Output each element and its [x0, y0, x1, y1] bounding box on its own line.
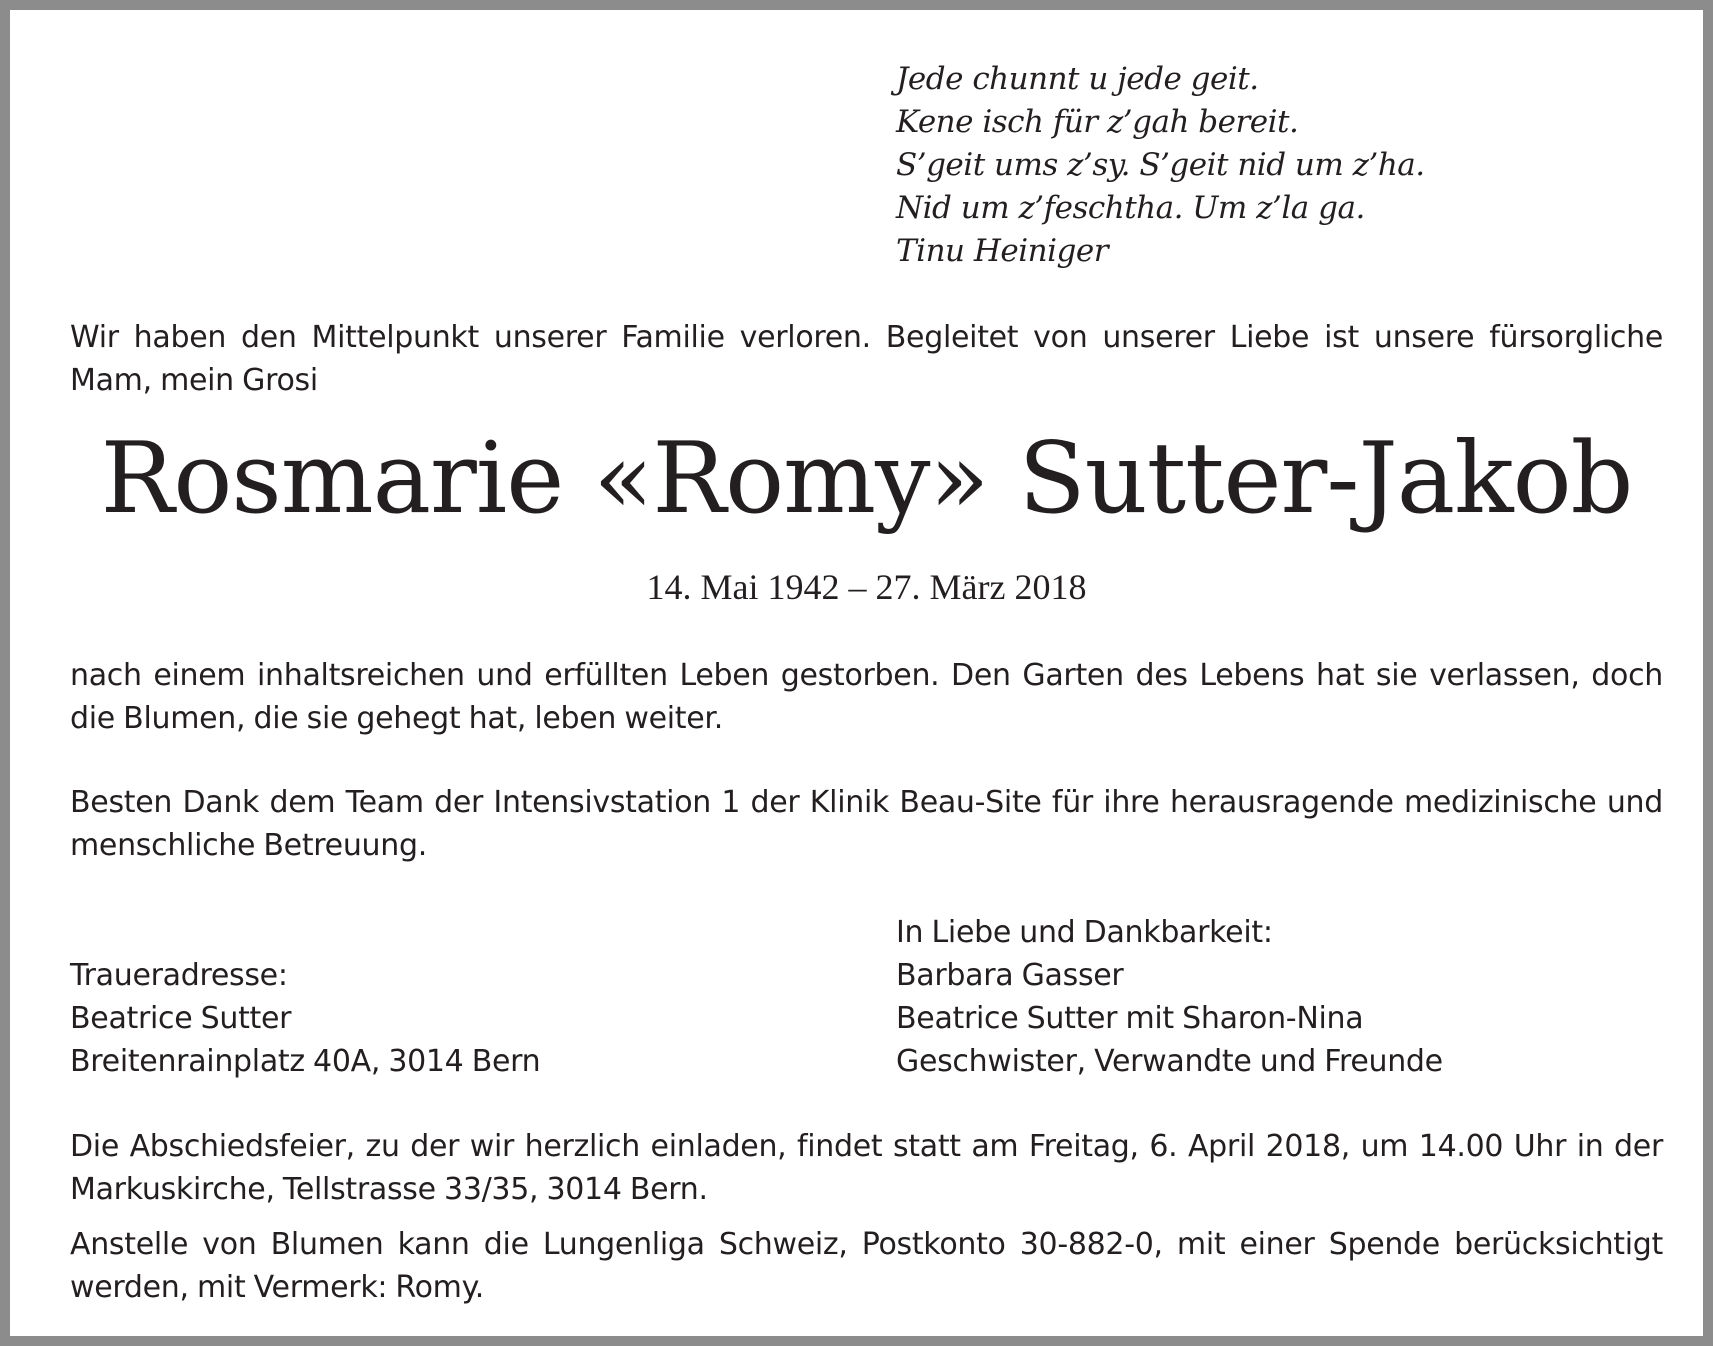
signatory-line: Barbara Gasser [896, 958, 1124, 993]
mourning-address-street: Breitenrainplatz 40A, 3014 Bern [70, 1044, 541, 1079]
poem [896, 58, 1425, 273]
poem-line: Jede chunnt u jede geit. [896, 61, 1259, 97]
poem-line: S’geit ums z’sy. S’geit nid um z’ha. [896, 147, 1425, 183]
poem-line: Kene isch für z’gah bereit. [896, 104, 1299, 140]
signatories-heading: In Liebe und Dankbarkeit: [896, 915, 1273, 950]
signatory-line: Beatrice Sutter mit Sharon-Nina [896, 1001, 1364, 1036]
life-paragraph: nach einem inhaltsreichen und erfüllten Leben gestorben. Den Garten des Lebens hat sie verlassen, doch die Blumen, die sie gehegt hat, leben weiter. [70, 658, 1663, 736]
thanks-paragraph: Besten Dank dem Team der Intensivstation 1 der Klinik Beau-Site für ihre herausragende medizinische und menschliche Betreuung. [70, 785, 1663, 863]
ceremony-paragraph: Die Abschiedsfeier, zu der wir herzlich einladen, findet statt am Freitag, 6. April 2018, um 14.00 Uhr in der Markuskirche, Tellstrasse 33/35, 3014 Bern. [70, 1129, 1663, 1207]
life-dates: 14. Mai 1942 – 27. März 2018 [646, 567, 1087, 607]
signatory-line: Geschwister, Verwandte und Freunde [896, 1044, 1443, 1079]
mourning-address-heading: Traueradresse: [70, 958, 288, 993]
deceased-name: Rosmarie «Romy» Sutter-Jakob [100, 422, 1633, 536]
poem-author: Tinu Heiniger [896, 233, 1109, 269]
donation-paragraph: Anstelle von Blumen kann die Lungenliga Schweiz, Postkonto 30-882-0, mit einer Spende berücksichtigt werden, mit Vermerk: Romy. [70, 1227, 1663, 1305]
mourning-address-name: Beatrice Sutter [70, 1001, 292, 1036]
intro-paragraph: Wir haben den Mittelpunkt unserer Familie verloren. Begleitet von unserer Liebe ist unsere fürsorgliche Mam, mein Grosi [70, 320, 1663, 398]
poem-line: Nid um z’feschtha. Um z’la ga. [896, 190, 1365, 226]
signatories [896, 911, 1443, 1083]
mourning-address [70, 954, 540, 1083]
